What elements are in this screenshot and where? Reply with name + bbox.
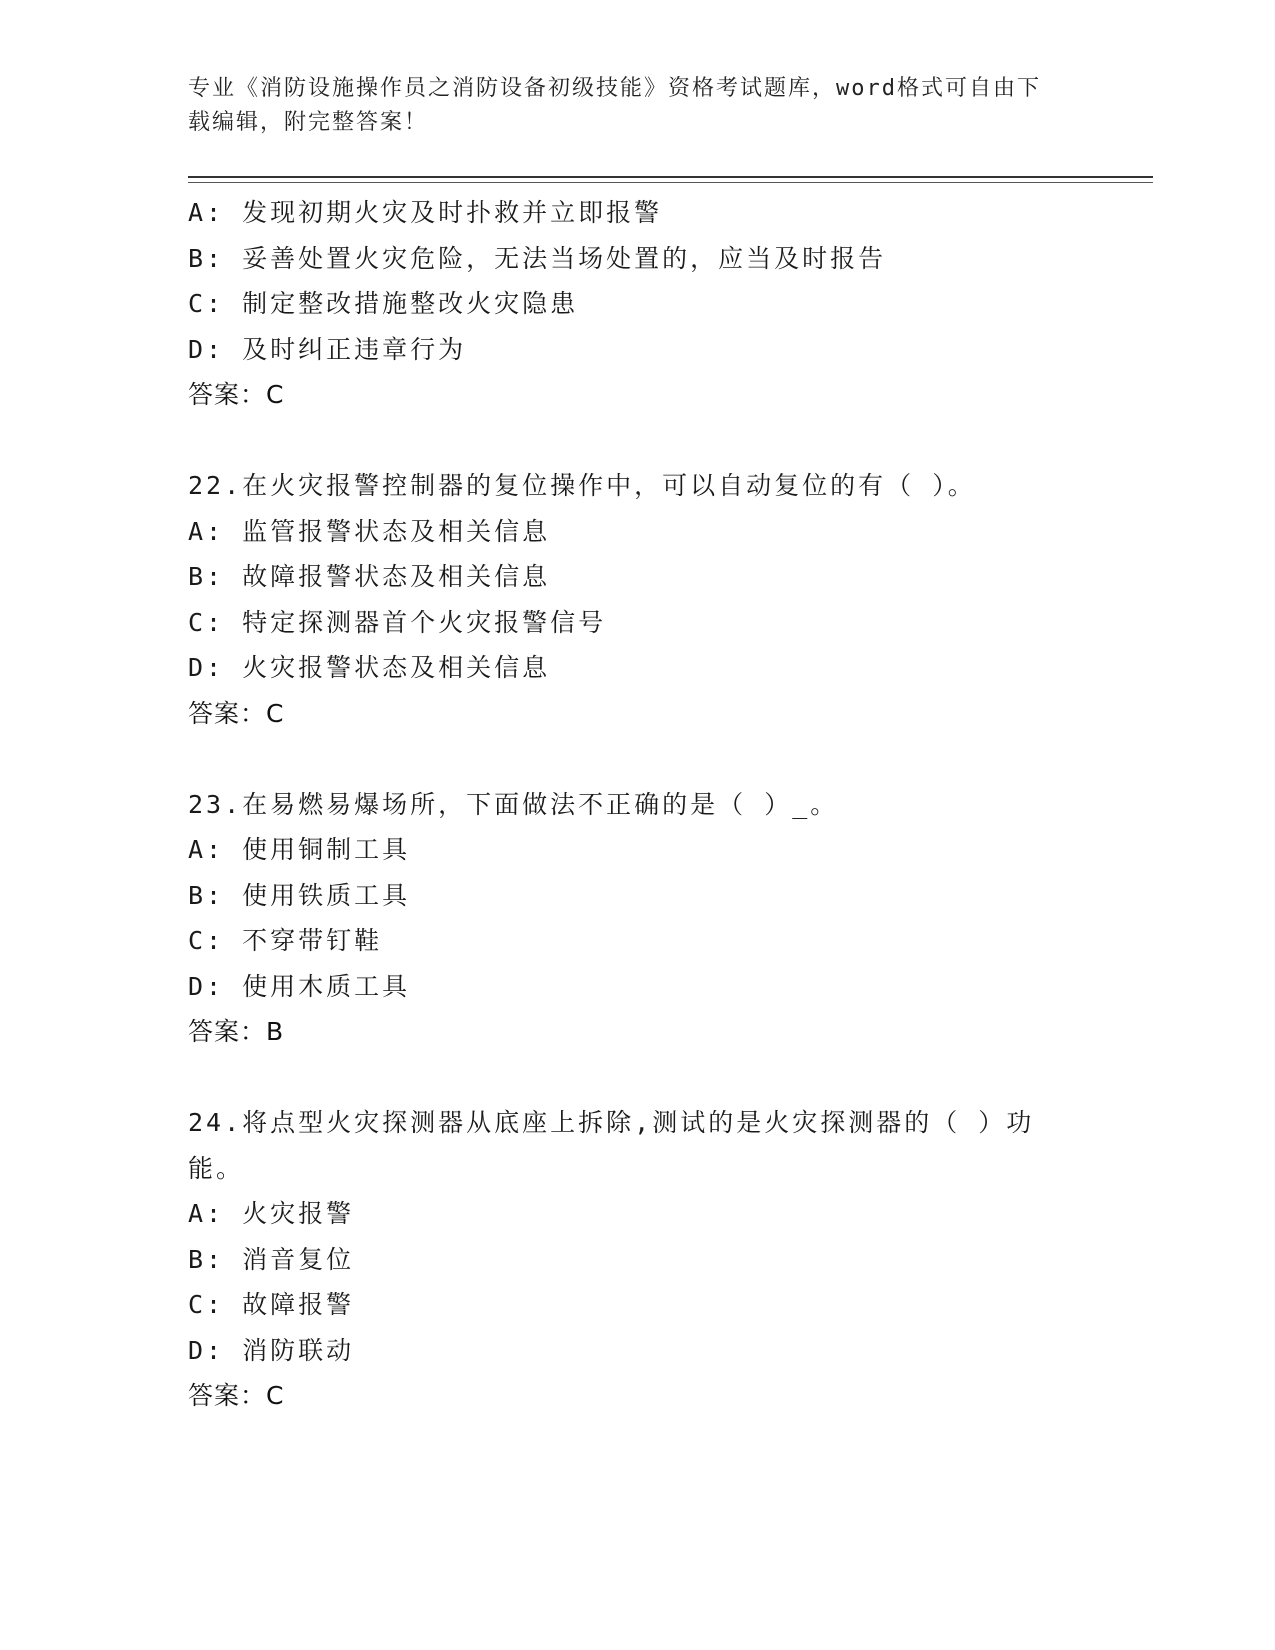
option-c: C: 故障报警 [188,1290,355,1319]
answer: 答案：C [188,1381,285,1410]
spacer [188,736,1088,782]
option-b: B: 故障报警状态及相关信息 [188,562,551,591]
question-text: 23.在易燃易爆场所，下面做法不正确的是（ ）_。 [188,789,839,819]
spacer [188,418,1088,464]
header-line-2: 载编辑，附完整答案！ [188,110,429,135]
question-text: 22.在火灾报警控制器的复位操作中，可以自动复位的有（ ）。 [188,471,976,500]
option-d: D: 及时纠正违章行为 [188,334,467,364]
question-24 [188,1100,1088,1419]
question-22 [188,463,1088,736]
answer: 答案：B [188,1017,285,1046]
option-b: B: 使用铁质工具 [188,880,411,910]
option-a: A: 监管报警状态及相关信息 [188,516,551,546]
question-23 [188,782,1088,1055]
option-c: C: 特定探测器首个火灾报警信号 [188,607,607,637]
answer: 答案：C [188,698,285,728]
option-a: A: 发现初期火灾及时扑救并立即报警 [188,198,663,227]
answer: 答案：C [188,380,285,409]
header-line-1: 专业《消防设施操作员之消防设备初级技能》资格考试题库，word格式可自由下 [188,76,1041,101]
option-d: D: 火灾报警状态及相关信息 [188,653,551,682]
option-d: D: 使用木质工具 [188,971,411,1001]
option-b: B: 消音复位 [188,1244,355,1274]
option-b: B: 妥善处置火灾危险，无法当场处置的，应当及时报告 [188,243,887,273]
option-c: C: 制定整改措施整改火灾隐患 [188,289,579,318]
question-list [188,190,1088,1419]
option-a: A: 火灾报警 [188,1199,355,1228]
option-a: A: 使用铜制工具 [188,835,411,864]
spacer [188,1055,1088,1101]
header-divider-thin [188,182,1153,183]
option-c: C: 不穿带钉鞋 [188,926,383,955]
question-text-line-1: 24.将点型火灾探测器从底座上拆除,测试的是火灾探测器的（ ）功 [188,1108,1035,1137]
header-divider [188,176,1153,178]
question-text-line-2: 能。 [188,1153,245,1183]
document-header [188,72,1088,140]
question-21 [188,190,1088,418]
option-d: D: 消防联动 [188,1335,355,1365]
